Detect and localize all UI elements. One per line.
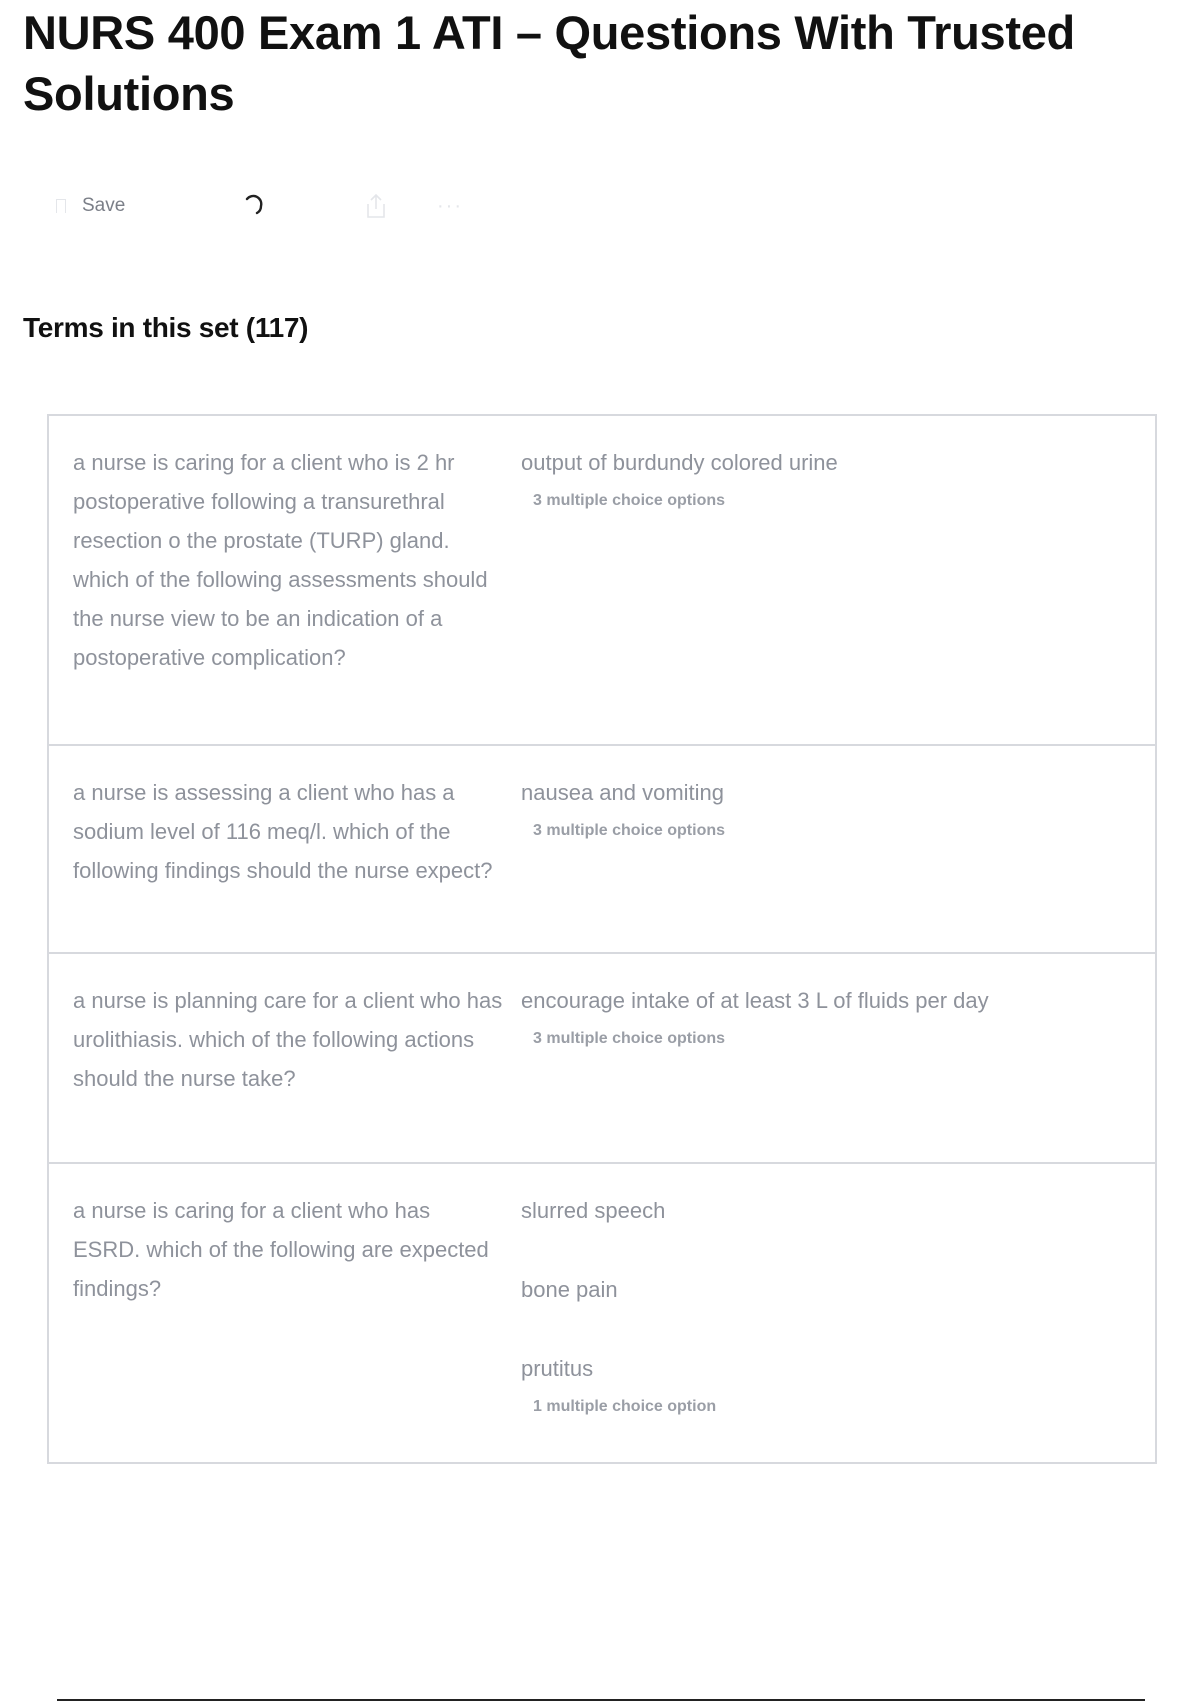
multiple-choice-note[interactable]: 3 multiple choice options	[533, 822, 726, 839]
more-options-icon[interactable]	[437, 188, 463, 224]
term-question	[49, 954, 521, 1162]
toolbar	[52, 188, 492, 224]
save-button[interactable]	[52, 188, 125, 224]
answer-text: prutitus	[521, 1356, 594, 1381]
answer-text: output of burdundy colored urine	[521, 450, 838, 475]
term-question	[49, 416, 521, 744]
term-answer	[521, 416, 1155, 744]
multiple-choice-note[interactable]: 3 multiple choice options	[533, 1030, 726, 1047]
term-row	[49, 744, 1155, 952]
term-answer	[521, 1164, 1155, 1462]
term-question	[49, 1164, 521, 1462]
term-answer	[521, 954, 1155, 1162]
term-question-text: a nurse is planning care for a client who has urolithiasis. which of the following actions should the nurse take?	[73, 988, 503, 1091]
term-row	[49, 416, 1155, 744]
answer-text: encourage intake of at least 3 L of fluids per day	[521, 988, 989, 1013]
terms-heading: Terms in this set (117)	[23, 312, 309, 343]
multiple-choice-note[interactable]: 3 multiple choice options	[533, 492, 726, 509]
term-answer	[521, 746, 1155, 952]
answer-text: bone pain	[521, 1277, 618, 1302]
answer-text: nausea and vomiting	[521, 780, 725, 805]
term-question	[49, 746, 521, 952]
bookmark-icon	[56, 199, 66, 213]
page-title: NURS 400 Exam 1 ATI – Questions With Trusted Solutions	[23, 6, 1075, 120]
terms-list	[47, 414, 1157, 1464]
term-question-text: a nurse is assessing a client who has a sodium level of 116 meq/l. which of the following findings should the nurse expect?	[73, 780, 493, 883]
more-options-label: ···	[437, 194, 463, 217]
loading-spinner-icon	[242, 188, 266, 224]
term-row	[49, 952, 1155, 1162]
multiple-choice-note[interactable]: 1 multiple choice option	[533, 1398, 717, 1415]
term-question-text: a nurse is caring for a client who is 2 hr postoperative following a transurethral resection o the prostate (TURP) gland. which of the following assessments should the nurse view to be an indication of a postoperative complication?	[73, 450, 488, 670]
answer-text: slurred speech	[521, 1198, 666, 1223]
save-button-label: Save	[82, 195, 126, 216]
term-question-text: a nurse is caring for a client who has ESRD. which of the following are expected findings?	[73, 1198, 489, 1301]
share-icon[interactable]	[364, 188, 388, 224]
term-row	[49, 1162, 1155, 1462]
